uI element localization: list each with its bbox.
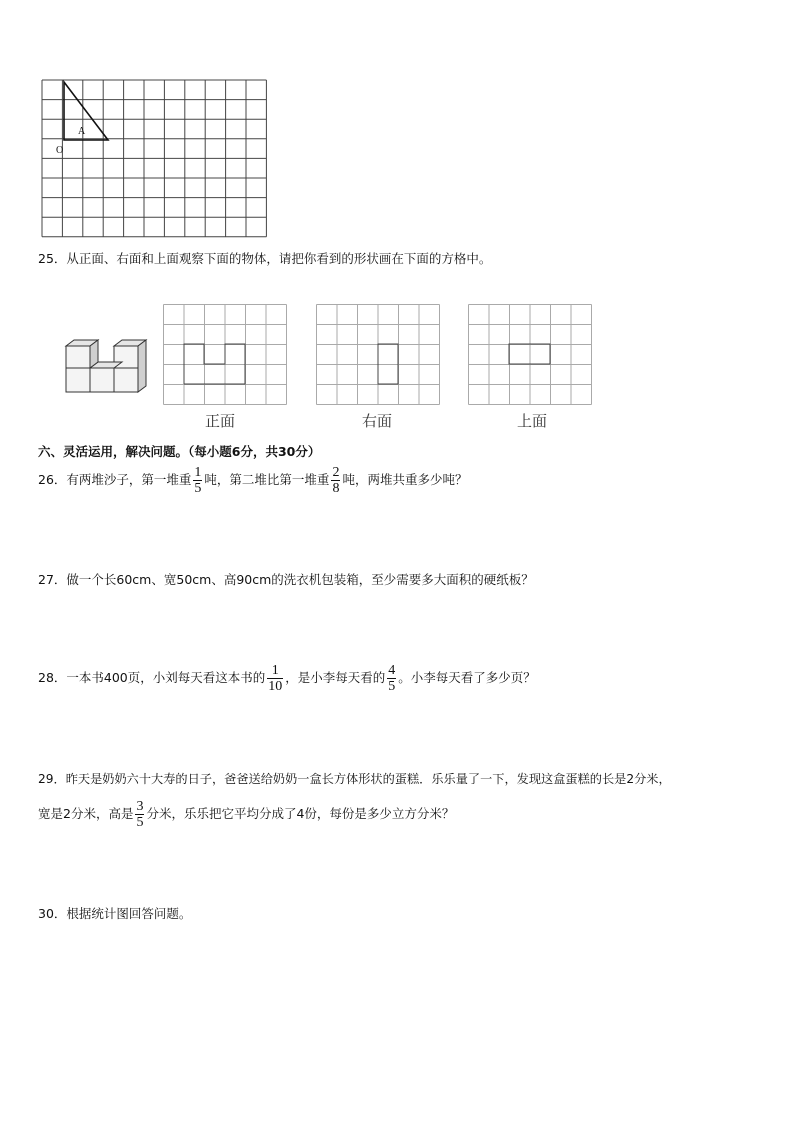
question-number: 30．	[38, 906, 67, 921]
question-29-line-2	[38, 799, 454, 830]
question-text: 有两堆沙子，第一堆重	[66, 472, 192, 487]
view-label-top: 上面	[517, 414, 548, 430]
fraction	[135, 799, 144, 830]
question-text: 根据统计图回答问题。	[66, 906, 192, 921]
numerator: 4	[388, 663, 396, 678]
denominator: 5	[136, 815, 144, 830]
fraction	[387, 663, 396, 694]
numerator: 3	[136, 799, 144, 814]
question-number: 26．	[38, 472, 67, 487]
triangle-a	[64, 82, 108, 140]
top-view-grid	[468, 304, 592, 406]
view-label-front: 正面	[205, 414, 236, 430]
question-text: 做一个长60cm、宽50cm、高90cm的洗衣机包装箱，至少需要多大面积的硬纸板？	[66, 572, 534, 587]
question-text: 吨，两堆共重多少吨？	[342, 472, 468, 487]
question-text: 。小李每天看了多少页？	[398, 670, 536, 685]
question-30	[38, 906, 191, 922]
question-text: 宽是2分米，高是	[38, 806, 134, 821]
question-number: 25．	[38, 251, 67, 266]
question-text: 分米，乐乐把它平均分成了4份，每份是多少立方分米？	[146, 806, 455, 821]
fraction	[193, 465, 202, 496]
question-text: 从正面、右面和上面观察下面的物体，请把你看到的形状画在下面的方格中。	[66, 251, 492, 266]
question-text: 昨天是奶奶六十大寿的日子，爸爸送给奶奶一盒长方体形状的蛋糕．乐乐量了一下，发现这盒蛋糕的长是2分米，	[65, 772, 671, 786]
denominator: 10	[268, 679, 283, 694]
question-number: 28．	[38, 670, 67, 685]
question-text: ，是小李每天看的	[285, 670, 386, 685]
view-label-right: 右面	[362, 414, 393, 430]
question-25	[38, 251, 491, 267]
fraction	[331, 465, 340, 496]
section-heading: 六、灵活运用，解决问题。（每小题6分，共30分）	[38, 444, 321, 459]
numerator: 1	[267, 663, 283, 679]
point-o-label: O	[56, 145, 64, 156]
question-28	[38, 663, 536, 694]
question-text: 一本书400页，小刘每天看这本书的	[66, 670, 266, 685]
denominator: 8	[332, 481, 340, 496]
question-29-line-1	[38, 771, 671, 787]
question-number: 27．	[38, 572, 67, 587]
right-view-grid	[316, 304, 440, 406]
question-26	[38, 465, 467, 496]
question-27	[38, 572, 534, 588]
fraction	[267, 663, 283, 694]
numerator: 2	[332, 465, 340, 480]
numerator: 1	[194, 465, 202, 480]
coordinate-grid	[38, 78, 270, 238]
front-view-grid	[163, 304, 287, 406]
denominator: 5	[388, 679, 396, 694]
triangle-label: A	[78, 126, 86, 137]
question-number: 29．	[38, 772, 66, 786]
cube-object	[60, 338, 150, 398]
denominator: 5	[194, 481, 202, 496]
question-text: 吨，第二堆比第一堆重	[204, 472, 330, 487]
